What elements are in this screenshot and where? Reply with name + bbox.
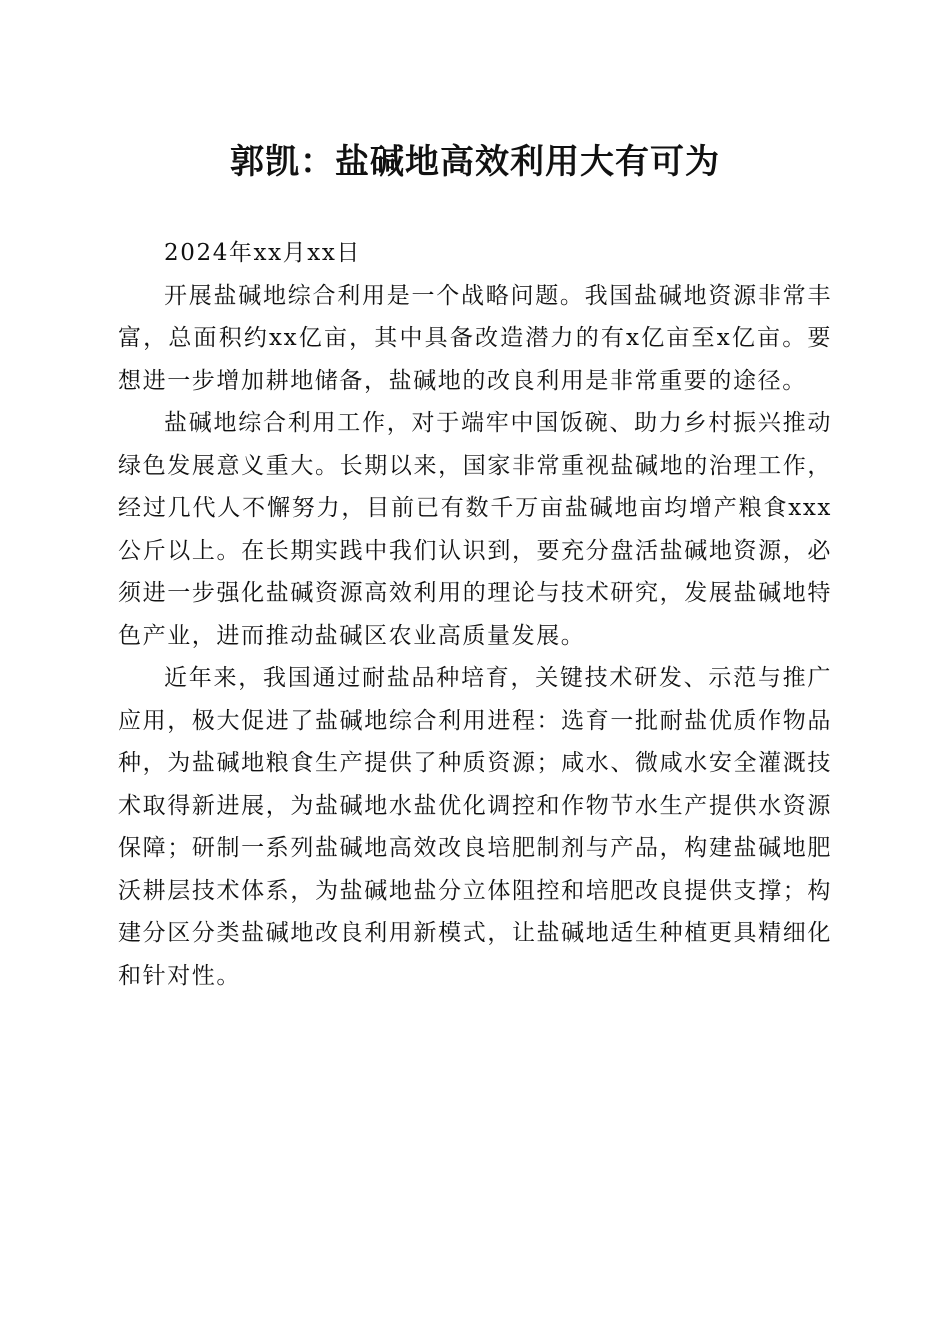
- document-body: [118, 232, 832, 997]
- document-title: 郭凯：盐碱地高效利用大有可为: [230, 142, 720, 182]
- paragraph-3: 近年来，我国通过耐盐品种培育，关键技术研发、示范与推广应用，极大促进了盐碱地综合利用进程：选育一批耐盐优质作物品种，为盐碱地粮食生产提供了种质资源；咸水、微咸水安全灌溉技术取得新进展，为盐碱地水盐优化调控和作物节水生产提供水资源保障；研制一系列盐碱地高效改良培肥制剂与产品，构建盐碱地肥沃耕层技术体系，为盐碱地盐分立体阻控和培肥改良提供支撑；构建分区分类盐碱地改良利用新模式，让盐碱地适生种植更具精细化和针对性。: [118, 665, 832, 989]
- paragraph-1: 开展盐碱地综合利用是一个战略问题。我国盐碱地资源非常丰富，总面积约xx亿亩，其中具备改造潜力的有x亿亩至x亿亩。要想进一步增加耕地储备，盐碱地的改良利用是非常重要的途径。: [118, 282, 832, 394]
- date-line: 2024年xx月xx日: [164, 240, 362, 266]
- paragraph-2: 盐碱地综合利用工作，对于端牢中国饭碗、助力乡村振兴推动绿色发展意义重大。长期以来，国家非常重视盐碱地的治理工作，经过几代人不懈努力，目前已有数千万亩盐碱地亩均增产粮食xxx公斤以上。在长期实践中我们认识到，要充分盘活盐碱地资源，必须进一步强化盐碱资源高效利用的理论与技术研究，发展盐碱地特色产业，进而推动盐碱区农业高质量发展。: [118, 410, 832, 649]
